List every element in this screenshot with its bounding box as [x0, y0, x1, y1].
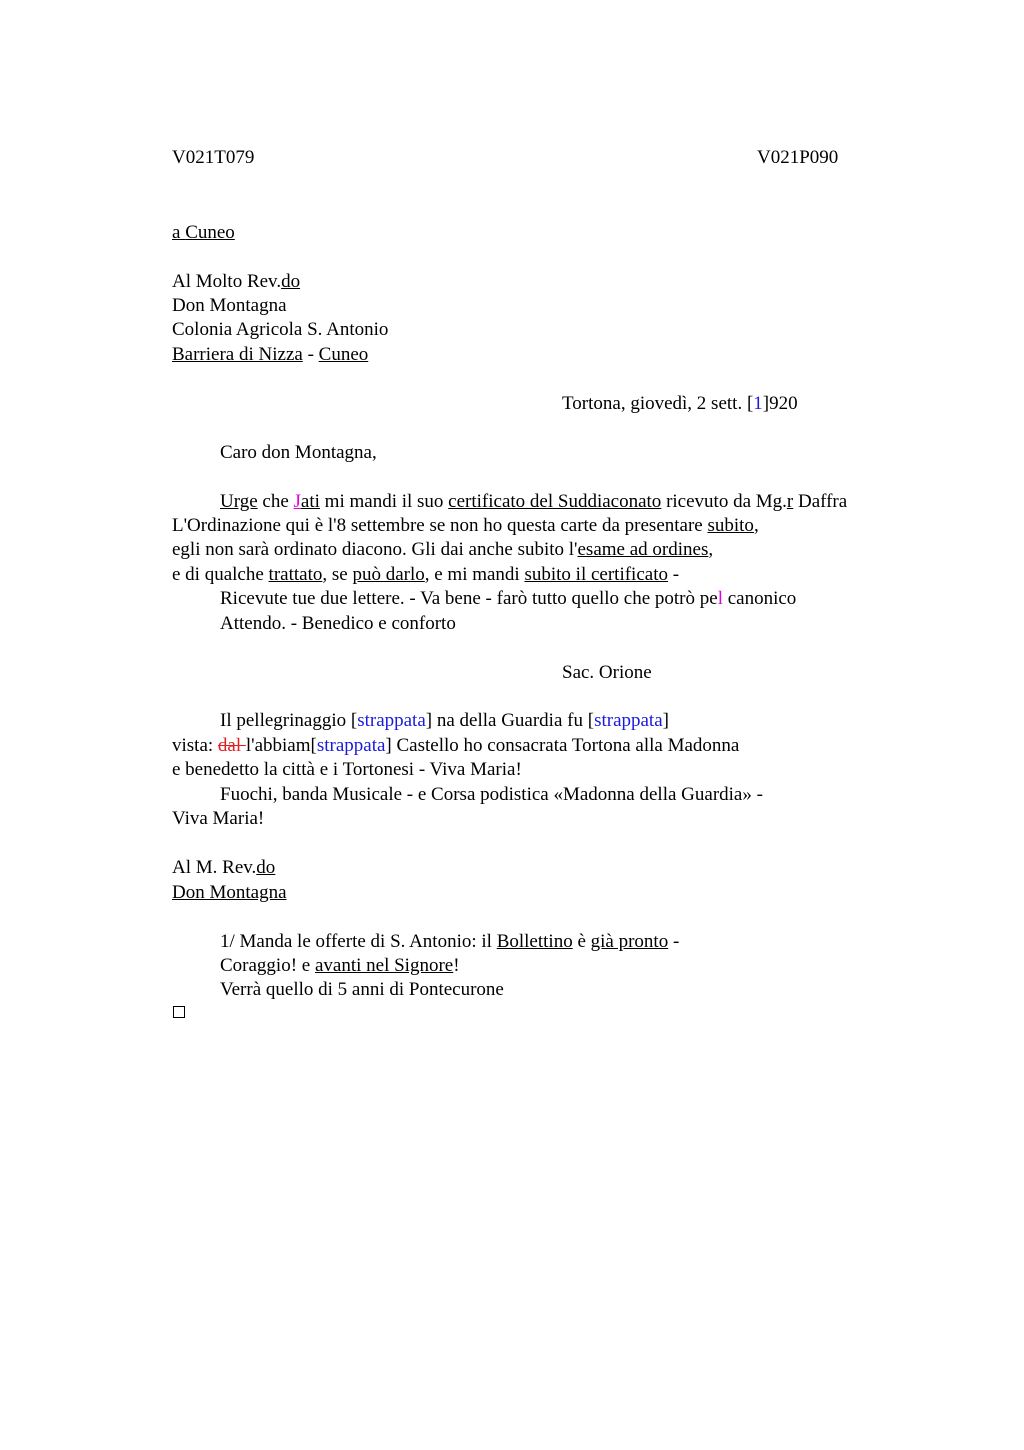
ps1b: strappata	[357, 710, 426, 731]
n1b: Bollettino	[496, 931, 573, 952]
address2-sup: do	[256, 857, 276, 878]
ps1d: strappata	[594, 710, 663, 731]
destination	[172, 222, 235, 244]
dateline-insert: 1	[753, 393, 763, 414]
b5c: canonico	[722, 588, 797, 609]
n2a: Coraggio! e	[220, 955, 315, 976]
address-line-1	[172, 271, 300, 293]
b5b: l	[717, 588, 723, 609]
body-line-6: Attendo. - Benedico e conforto	[220, 613, 456, 634]
note-line-3: Verrà quello di 5 anni di Pontecurone	[220, 979, 504, 1000]
ps-line-5: Viva Maria!	[172, 808, 265, 829]
b1f: certificato del Suddiaconato	[448, 491, 662, 512]
b3c: ,	[708, 539, 714, 560]
b3b: esame ad ordines	[577, 539, 709, 560]
address2-line-1	[172, 857, 275, 879]
b1e: mi mandi il suo	[319, 491, 449, 512]
ps-line-3: e benedetto la città e i Tortonesi - Viva Maria!	[172, 759, 522, 780]
b4c: , se	[322, 564, 353, 585]
dateline-post: ]920	[762, 393, 798, 414]
b1h: r	[786, 491, 794, 512]
b2a: L'Ordinazione qui è l'8 settembre se non ho questa carte da presentare	[172, 515, 708, 536]
b1g: ricevuto da Mg.	[661, 491, 787, 512]
address-cuneo: Cuneo	[318, 344, 369, 365]
b4d: può darlo	[352, 564, 425, 585]
destination-city: Cuneo	[185, 222, 235, 243]
n1a: 1/ Manda le offerte di S. Antonio: il	[220, 931, 497, 952]
address-prefix: Al Molto Rev.	[172, 271, 282, 292]
right-code: V021P090	[757, 147, 839, 168]
b4f: subito il certificato	[524, 564, 668, 585]
address2-prefix: Al M. Rev.	[172, 857, 257, 878]
note-line-1	[220, 931, 679, 953]
body-line-4	[172, 564, 679, 586]
n1d: già pronto	[590, 931, 669, 952]
note-line-2	[220, 955, 460, 977]
dateline-pre: Tortona, giovedì, 2 sett. [	[562, 393, 754, 414]
ps1c: ] na della Guardia fu [	[425, 710, 595, 731]
checkbox-square-icon	[173, 1006, 185, 1018]
salutation: Caro don Montagna,	[220, 442, 377, 463]
b2b: subito	[707, 515, 754, 536]
signature: Sac. Orione	[562, 662, 652, 683]
ps-line-2	[172, 735, 739, 757]
b4b: trattato	[268, 564, 323, 585]
dateline	[562, 393, 798, 415]
ps1e: ]	[662, 710, 669, 731]
address-sep: -	[302, 344, 319, 365]
ps2a: vista:	[172, 735, 218, 756]
ps-line-1	[220, 710, 669, 732]
n1c: è	[572, 931, 591, 952]
n1e: -	[668, 931, 680, 952]
body-line-1	[220, 491, 847, 513]
b1b: che	[257, 491, 294, 512]
body-line-5	[220, 588, 796, 610]
ps2b: l'abbiam[	[245, 735, 317, 756]
address-sup: do	[281, 271, 301, 292]
b4a: e di qualche	[172, 564, 269, 585]
destination-a: a	[172, 222, 181, 243]
n2c: !	[453, 955, 460, 976]
left-code: V021T079	[172, 147, 255, 168]
address-line-3: Colonia Agricola S. Antonio	[172, 319, 389, 340]
ps1a: Il pellegrinaggio [	[220, 710, 358, 731]
b4e: , e mi mandi	[424, 564, 525, 585]
ps-line-4: Fuochi, banda Musicale - e Corsa podistica «Madonna della Guardia» -	[220, 784, 763, 805]
ps2-deleted: dal	[217, 735, 246, 756]
b5a: Ricevute tue due lettere. - Va bene - farò tutto quello che potrò pe	[220, 588, 718, 609]
b1a: Urge	[220, 491, 258, 512]
b1c: J	[293, 491, 301, 512]
address-line-4	[172, 344, 368, 366]
body-line-3	[172, 539, 713, 561]
b3a: egli non sarà ordinato diacono. Gli dai anche subito l'	[172, 539, 578, 560]
address2-line-2: Don Montagna	[172, 882, 287, 903]
n2b: avanti nel Signore	[314, 955, 454, 976]
b1i: Daffra	[793, 491, 848, 512]
address-line-2: Don Montagna	[172, 295, 287, 316]
body-line-2	[172, 515, 759, 537]
b4g: -	[667, 564, 680, 585]
ps2c: strappata	[316, 735, 386, 756]
ps2d: ] Castello ho consacrata Tortona alla Madonna	[385, 735, 740, 756]
b1d: ati	[300, 491, 320, 512]
address-barriera: Barriera di Nizza	[172, 344, 303, 365]
b2c: ,	[753, 515, 759, 536]
